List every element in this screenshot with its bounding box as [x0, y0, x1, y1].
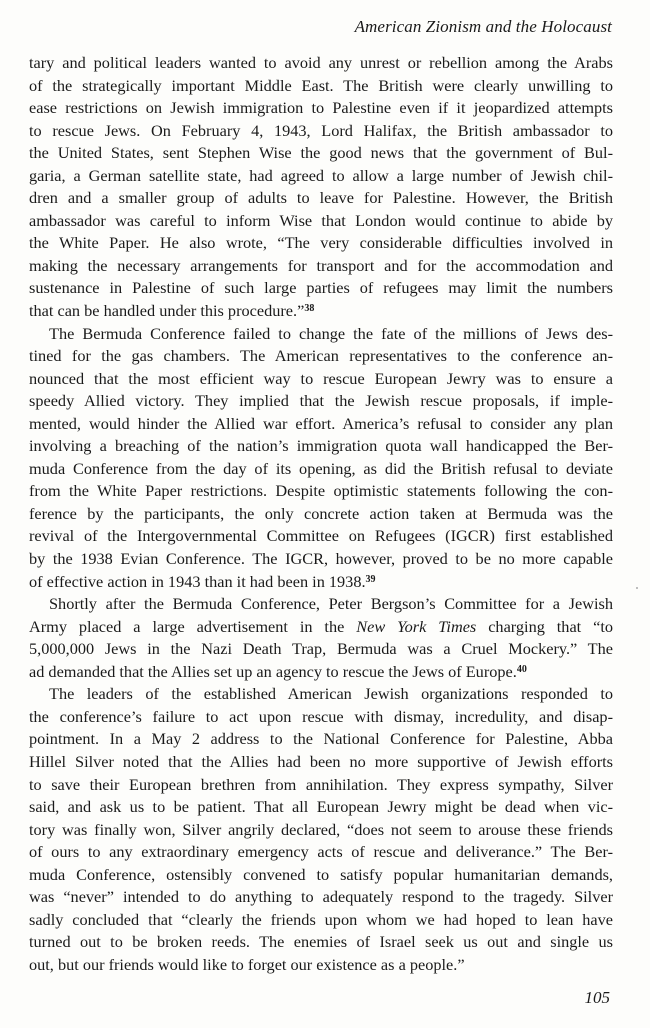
footnote-marker[interactable]: 40	[516, 663, 527, 675]
paragraph	[29, 323, 613, 594]
text-line: to rescue Jews. On February 4, 1943, Lord Halifax, the British ambassador to	[29, 120, 613, 140]
text-line: tined for the gas chambers. The American representatives to the conference an-	[29, 346, 613, 366]
text-line: making the necessary arrangements for transport and for the accommodation and	[29, 255, 613, 275]
text-line: was “never” intended to do anything to adequately respond to the tragedy. Silver	[29, 887, 613, 907]
text-line: The Bermuda Conference failed to change the fate of the millions of Jews des-	[49, 323, 613, 343]
scan-speck	[636, 587, 638, 589]
text-line: Army placed a large advertisement in the New York Times charging that “to	[29, 616, 613, 636]
text-line: revival of the Intergovernmental Committee on Refugees (IGCR) first established	[29, 526, 613, 546]
text-line: ference by the participants, the only concrete action taken at Bermuda was the	[29, 503, 613, 523]
text-line: turned out to be broken reeds. The enemies of Israel seek us out and single us	[29, 932, 613, 952]
text-line: of ours to any extraordinary emergency acts of rescue and deliverance.” The Ber-	[29, 842, 613, 862]
text-line: garia, a German satellite state, had agreed to allow a large number of Jewish chil-	[29, 165, 613, 185]
text-line: nounced that the most efficient way to rescue European Jewry was to ensure a	[29, 368, 613, 388]
text-line: the White Paper. He also wrote, “The very considerable difficulties involved in	[29, 233, 613, 253]
text-line: muda Conference from the day of its opening, as did the British refusal to deviate	[29, 458, 613, 478]
text-line: sadly concluded that “clearly the friends upon whom we had hoped to lean have	[29, 909, 613, 929]
text-line: that can be handled under this procedure.”$^{38}$	[29, 301, 315, 321]
text-line: said, and ask us to be patient. That all European Jewry might be dead when vic-	[29, 797, 613, 817]
text-line: by the 1938 Evian Conference. The IGCR, however, proved to be no more capable	[29, 549, 613, 569]
paragraph	[29, 52, 613, 323]
text-line: Hillel Silver noted that the Allies had been no more supportive of Jewish efforts	[29, 751, 613, 771]
text-line: the United States, sent Stephen Wise the good news that the government of Bul-	[29, 143, 613, 163]
text-line: mented, would hinder the Allied war effort. America’s refusal to consider any plan	[29, 413, 613, 433]
text-line: the conference’s failure to act upon rescue with dismay, incredulity, and disap-	[29, 706, 613, 726]
text-line: of the strategically important Middle East. The British were clearly unwilling to	[29, 75, 613, 95]
footnote-marker[interactable]: 38	[304, 303, 315, 315]
text-line: dren and a smaller group of adults to leave for Palestine. However, the British	[29, 188, 613, 208]
text-line: from the White Paper restrictions. Despite optimistic statements following the con-	[29, 481, 613, 501]
running-head-title: American Zionism and the Holocaust	[354, 17, 612, 36]
text-line: ambassador was careful to inform Wise that London would continue to abide by	[29, 210, 613, 230]
text-line: of effective action in 1943 than it had been in 1938.39	[29, 571, 376, 591]
text-line: pointment. In a May 2 address to the National Conference for Palestine, Abba	[29, 729, 613, 749]
text-line: tary and political leaders wanted to avoid any unrest or rebellion among the Arabs	[29, 53, 613, 72]
text-line: to save their European brethren from annihilation. They express sympathy, Silver	[29, 774, 613, 794]
footnote-marker[interactable]: 39	[365, 573, 376, 585]
text-line: tory was finally won, Silver angrily declared, “does not seem to arouse these friends	[29, 819, 613, 839]
text-line: muda Conference, ostensibly convened to satisfy popular humanitarian demands,	[29, 864, 613, 884]
body-text	[29, 52, 613, 976]
text-line: 5,000,000 Jews in the Nazi Death Trap, Bermuda was a Cruel Mockery.” The	[29, 639, 613, 659]
text-line: ease restrictions on Jewish immigration to Palestine even if it jeopardized attempts	[29, 98, 613, 118]
text-line: speedy Allied victory. They implied that the Jewish rescue proposals, if imple-	[29, 391, 613, 411]
page-number: 105	[584, 988, 610, 1007]
text-line: The leaders of the established American Jewish organizations responded to	[49, 684, 613, 704]
paragraph	[29, 683, 613, 976]
text-line: Shortly after the Bermuda Conference, Peter Bergson’s Committee for a Jewish	[49, 594, 613, 614]
text-line: involving a breaching of the nation’s immigration quota wall handicapped the Ber-	[29, 436, 613, 456]
text-line: out, but our friends would like to forget our existence as a people.”	[29, 954, 465, 974]
paragraph	[29, 593, 613, 683]
italic-title: New York Times	[356, 616, 477, 636]
text-line: ad demanded that the Allies set up an agency to rescue the Jews of Europe.$^{40}$	[29, 661, 527, 681]
text-line: sustenance in Palestine of such large parties of refugees may limit the numbers	[29, 278, 613, 298]
